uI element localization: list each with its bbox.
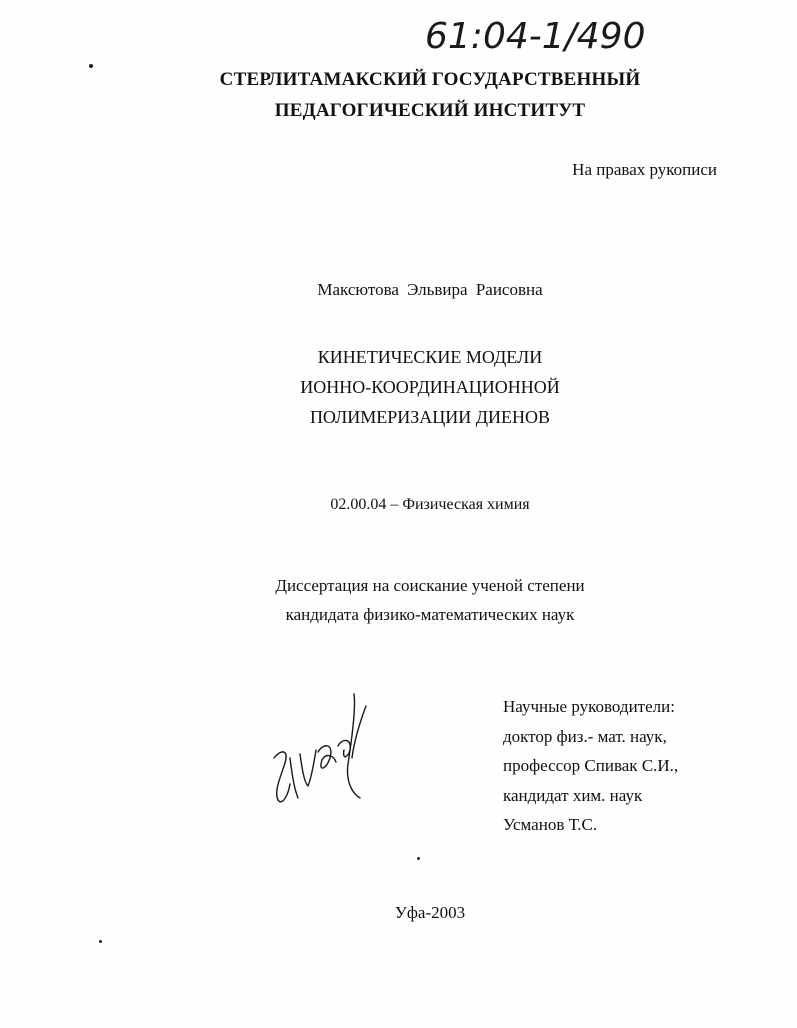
institution-line-1: СТЕРЛИТАМАКСКИЙ ГОСУДАРСТВЕННЫЙ (219, 69, 641, 90)
scan-speck (417, 857, 420, 860)
scan-speck (99, 940, 102, 943)
scan-speck (89, 64, 93, 68)
signature-stroke-2 (290, 758, 298, 798)
rights-note: На правах рукописи (572, 160, 717, 179)
dissertation-line-2: кандидата физико-математических наук (285, 605, 575, 624)
handwritten-signature (268, 688, 378, 808)
supervisor-line-2: профессор Спивак С.И., (503, 756, 679, 775)
archive-code-text: 61:04-1/490 (425, 16, 646, 57)
supervisors-block (503, 692, 678, 840)
author-name: Максютова Эльвира Раисовна (317, 280, 543, 299)
handwritten-archive-code (425, 8, 665, 60)
supervisors-heading: Научные руководители: (503, 697, 675, 716)
supervisor-line-4: Усманов Т.С. (503, 815, 598, 834)
supervisor-line-3: кандидат хим. наук (503, 785, 643, 805)
signature-stroke-5 (338, 740, 350, 756)
title-line-1: КИНЕТИЧЕСКИЕ МОДЕЛИ (317, 347, 543, 367)
specialty-code: 02.00.04 – Физическая химия (330, 496, 530, 513)
signature-stroke-3 (300, 750, 316, 786)
institution-line-2: ПЕДАГОГИЧЕСКИЙ ИНСТИТУТ (274, 100, 586, 121)
title-line-3: ПОЛИМЕРИЗАЦИИ ДИЕНОВ (309, 407, 551, 427)
city-year: Уфа-2003 (394, 903, 466, 922)
signature-stroke-4 (318, 746, 336, 768)
title-line-2: ИОННО-КООРДИНАЦИОННОЙ (300, 377, 560, 397)
supervisor-line-1: доктор физ.- мат. наук, (503, 726, 667, 746)
dissertation-line-1: Диссертация на соискание ученой степени (275, 576, 585, 595)
signature-stroke-1 (274, 752, 290, 802)
